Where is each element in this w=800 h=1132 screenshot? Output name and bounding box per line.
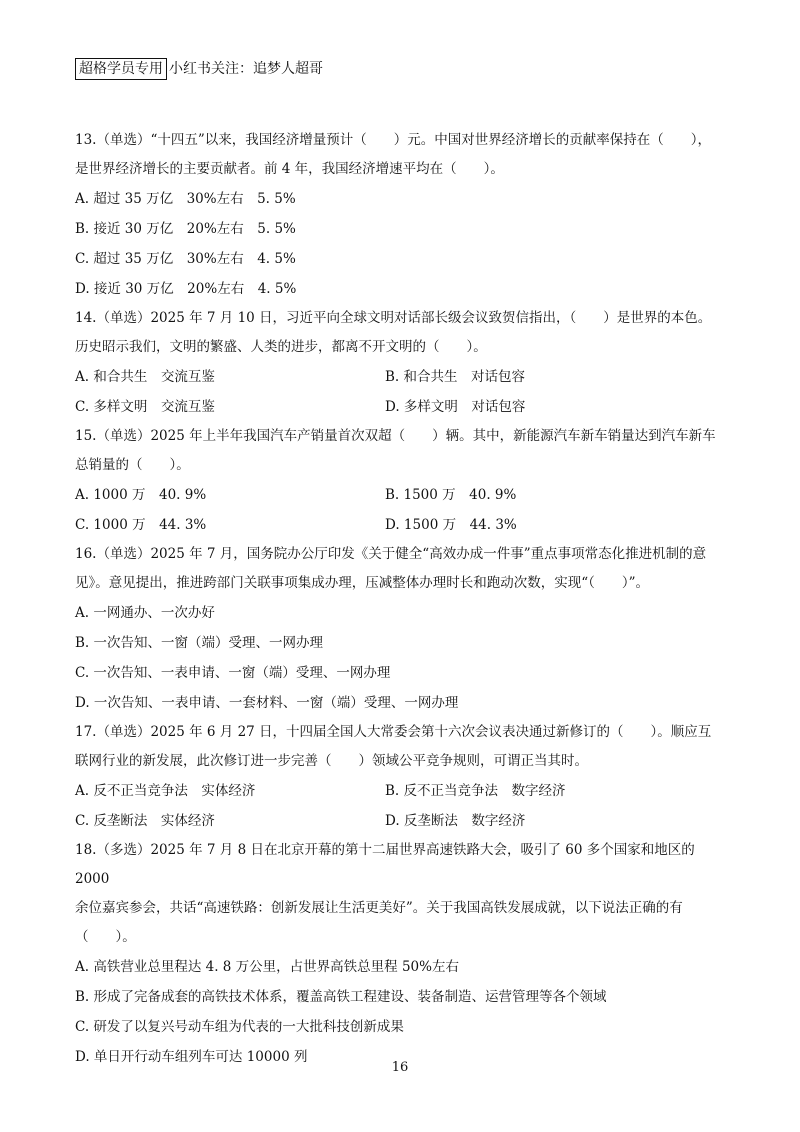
question-stem — [75, 540, 727, 598]
option-c: C. 超过 35 万亿 30%左右 4. 5% — [75, 251, 296, 267]
stem-line: 18.（多选）2025 年 7 月 8 日在北京开幕的第十二届世界高速铁路大会，吸引了 60 多个国家和地区的 2000 — [75, 842, 695, 887]
option-b: B. 1500 万 40. 9% — [385, 487, 517, 503]
option-d: D. 一次告知、一表申请、一套材料、一窗（端）受理、一网办理 — [75, 695, 459, 711]
option-d: D. 接近 30 万亿 20%左右 4. 5% — [75, 281, 297, 297]
question-14 — [75, 304, 727, 422]
stem-line: 17.（单选）2025 年 6 月 27 日，十四届全国人大常委会第十六次会议表决通过新修订的（ ）。顺应互 — [75, 724, 712, 740]
question-17 — [75, 718, 727, 836]
stem-line: 联网行业的新发展，此次修订进一步完善（ ）领域公平竞争规则，可谓正当其时。 — [75, 753, 588, 769]
option-d: D. 多样文明 对话包容 — [385, 399, 526, 415]
question-stem — [75, 718, 727, 776]
option-c: C. 研发了以复兴号动车组为代表的一大批科技创新成果 — [75, 1019, 404, 1035]
option-a: A. 反不正当竞争法 实体经济 — [75, 783, 256, 799]
option-d: D. 1500 万 44. 3% — [385, 517, 517, 533]
option-a: A. 高铁营业总里程达 4. 8 万公里，占世界高铁总里程 50%左右 — [75, 959, 459, 975]
question-13 — [75, 126, 727, 304]
stem-line: 余位嘉宾参会，共话“高速铁路：创新发展让生活更美好”。关于我国高铁发展成就，以下说法正确的有（ ）。 — [75, 900, 683, 945]
option-row — [75, 510, 727, 540]
option-b: B. 接近 30 万亿 20%左右 5. 5% — [75, 221, 296, 237]
option-row — [75, 776, 727, 806]
option-a: A. 一网通办、一次办好 — [75, 605, 215, 621]
question-16 — [75, 540, 727, 718]
question-15 — [75, 422, 727, 540]
option-c: C. 1000 万 44. 3% — [75, 517, 207, 533]
page-number: 16 — [391, 1060, 409, 1075]
stem-line: 是世界经济增长的主要贡献者。前 4 年，我国经济增速平均在（ ）。 — [75, 161, 504, 177]
stem-line: 历史昭示我们，文明的繁盛、人类的进步，都离不开文明的（ ）。 — [75, 339, 487, 355]
question-stem — [75, 422, 727, 480]
stem-line: 13.（单选）“十四五”以来，我国经济增量预计（ ）元。中国对世界经济增长的贡献率保持在（ ）， — [75, 132, 712, 148]
option-row — [75, 480, 727, 510]
option-c: C. 多样文明 交流互鉴 — [75, 399, 215, 415]
option-b: B. 一次告知、一窗（端）受理、一网办理 — [75, 635, 324, 651]
question-18 — [75, 836, 727, 1072]
option-d: D. 单日开行动车组列车可达 10000 列 — [75, 1049, 308, 1065]
stem-line: 见》。意见提出，推进跨部门关联事项集成办理，压减整体办理时长和跑动次数，实现“（ ）”。 — [75, 575, 650, 591]
question-stem — [75, 304, 727, 362]
option-row — [75, 362, 727, 392]
option-a: A. 和合共生 交流互鉴 — [75, 369, 215, 385]
option-b: B. 反不正当竞争法 数字经济 — [385, 783, 566, 799]
option-a: A. 1000 万 40. 9% — [75, 487, 207, 503]
option-row — [75, 392, 727, 422]
stem-line: 16.（单选）2025 年 7 月，国务院办公厅印发《关于健全“高效办成一件事”重点事项常态化推进机制的意 — [75, 546, 707, 562]
follow-note: 小红书关注：追梦人超哥 — [169, 61, 323, 77]
stem-line: 14.（单选）2025 年 7 月 10 日，习近平向全球文明对话部长级会议致贺信指出，（ ）是世界的本色。 — [75, 310, 712, 326]
question-stem — [75, 126, 727, 184]
header — [75, 58, 323, 80]
option-d: D. 反垄断法 数字经济 — [385, 813, 526, 829]
option-c: C. 一次告知、一表申请、一窗（端）受理、一网办理 — [75, 665, 391, 681]
question-stem — [75, 836, 727, 952]
option-c: C. 反垄断法 实体经济 — [75, 813, 215, 829]
question-list — [75, 126, 727, 1072]
option-row — [75, 806, 727, 836]
option-b: B. 形成了完备成套的高铁技术体系，覆盖高铁工程建设、装备制造、运营管理等各个领域 — [75, 989, 607, 1005]
option-a: A. 超过 35 万亿 30%左右 5. 5% — [75, 191, 296, 207]
option-b: B. 和合共生 对话包容 — [385, 369, 526, 385]
stem-line: 总销量的（ ）。 — [75, 457, 190, 473]
student-only-badge: 超格学员专用 — [75, 58, 167, 80]
stem-line: 15.（单选）2025 年上半年我国汽车产销量首次双超（ ）辆。其中，新能源汽车新车销量达到汽车新车 — [75, 428, 716, 444]
